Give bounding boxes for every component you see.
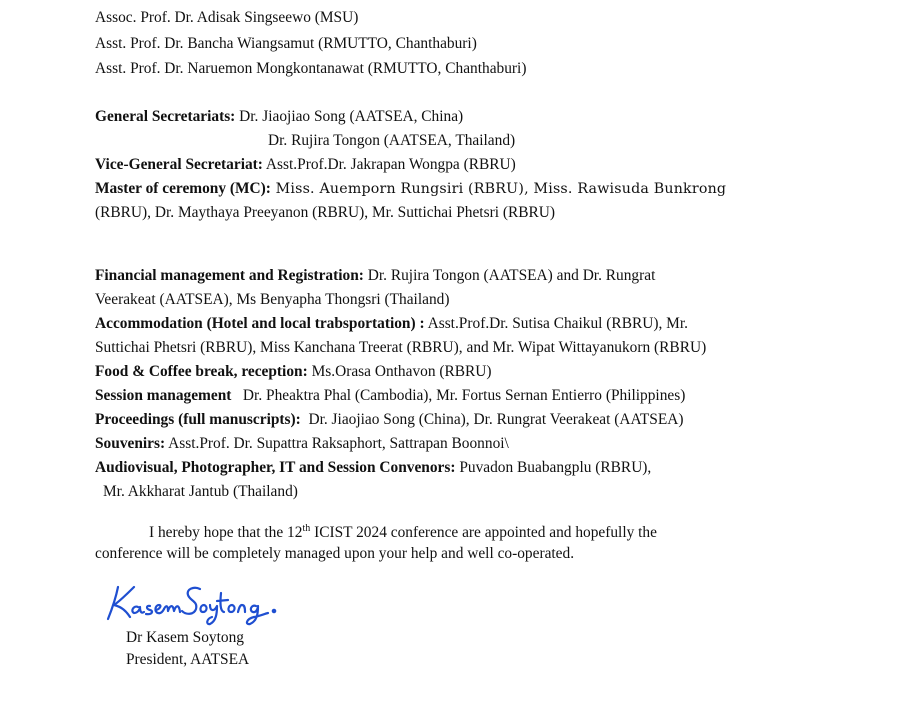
handwritten-signature (104, 581, 282, 627)
role-value: Dr. Jiaojiao Song (AATSEA, China) (235, 108, 464, 125)
audiovisual (95, 457, 651, 479)
role-value: Dr. Jiaojiao Song (China), Dr. Rungrat Veerakeat (AATSEA) (300, 411, 684, 428)
role-value: Miss. Auemporn Rungsiri (RBRU), Miss. Rawisuda Bunkrong (270, 181, 727, 197)
role-label: Audiovisual, Photographer, IT and Session Convenors: (95, 459, 456, 476)
financial-management (95, 265, 655, 287)
general-secretariats-cont: Dr. Rujira Tongon (AATSEA, Thailand) (268, 132, 516, 149)
proceedings (95, 409, 683, 431)
audiovisual-cont: Mr. Akkharat Jantub (Thailand) (103, 483, 298, 500)
role-label: Accommodation (Hotel and local trabsportation) : (95, 315, 425, 332)
organizer-line: Asst. Prof. Dr. Bancha Wiangsamut (RMUTTO, Chanthaburi) (95, 35, 477, 52)
closing-paragraph-cont: conference will be completely managed upon your help and well co-operated. (95, 545, 575, 562)
role-label: Souvenirs: (95, 435, 166, 452)
role-value: Asst.Prof. Dr. Supattra Raksaphort, Sattrapan Boonnoi\ (165, 435, 509, 452)
role-value: Asst.Prof.Dr. Jakrapan Wongpa (RBRU) (262, 156, 516, 173)
signatory-name: Dr Kasem Soytong (126, 629, 244, 646)
role-value: Puvadon Buabangplu (RBRU), (455, 459, 652, 476)
ordinal-suffix: th (302, 522, 311, 534)
role-label: Vice-General Secretariat: (95, 156, 263, 173)
signature-text: KasemSoytong (104, 626, 111, 627)
role-label: Master of ceremony (MC): (95, 180, 271, 197)
food-coffee (95, 361, 492, 383)
role-value: Asst.Prof.Dr. Sutisa Chaikul (RBRU), Mr. (424, 315, 688, 332)
session-management (95, 385, 685, 407)
role-value: Dr. Pheaktra Phal (Cambodia), Mr. Fortus Sernan Entierro (Philippines) (231, 387, 686, 404)
closing-text: ICIST 2024 conference are appointed and hopefully the (310, 524, 657, 541)
souvenirs (95, 433, 509, 455)
role-label: General Secretariats: (95, 108, 236, 125)
closing-text: I hereby hope that the 12 (149, 524, 303, 541)
role-label: Proceedings (full manuscripts): (95, 411, 301, 428)
signatory-title: President, AATSEA (126, 651, 250, 668)
financial-management-cont: Veerakeat (AATSEA), Ms Benyapha Thongsri (Thailand) (95, 291, 450, 308)
organizer-line: Assoc. Prof. Dr. Adisak Singseewo (MSU) (95, 9, 359, 26)
role-label: Food & Coffee break, reception: (95, 363, 308, 380)
closing-paragraph (149, 522, 657, 544)
vice-general-secretariat (95, 154, 516, 176)
role-value: Dr. Rujira Tongon (AATSEA) and Dr. Rungrat (363, 267, 656, 284)
role-label: Financial management and Registration: (95, 267, 364, 284)
role-label: Session management (95, 387, 232, 404)
accommodation-cont: Suttichai Phetsri (RBRU), Miss Kanchana Treerat (RBRU), and Mr. Wipat Wittayanukorn (RBRU) (95, 339, 707, 356)
general-secretariats (95, 106, 463, 128)
master-of-ceremony (95, 178, 726, 200)
organizer-line: Asst. Prof. Dr. Naruemon Mongkontanawat (RMUTTO, Chanthaburi) (95, 60, 527, 77)
accommodation (95, 313, 688, 335)
master-of-ceremony-cont: (RBRU), Dr. Maythaya Preeyanon (RBRU), Mr. Suttichai Phetsri (RBRU) (95, 204, 555, 221)
role-value: Ms.Orasa Onthavon (RBRU) (307, 363, 492, 380)
